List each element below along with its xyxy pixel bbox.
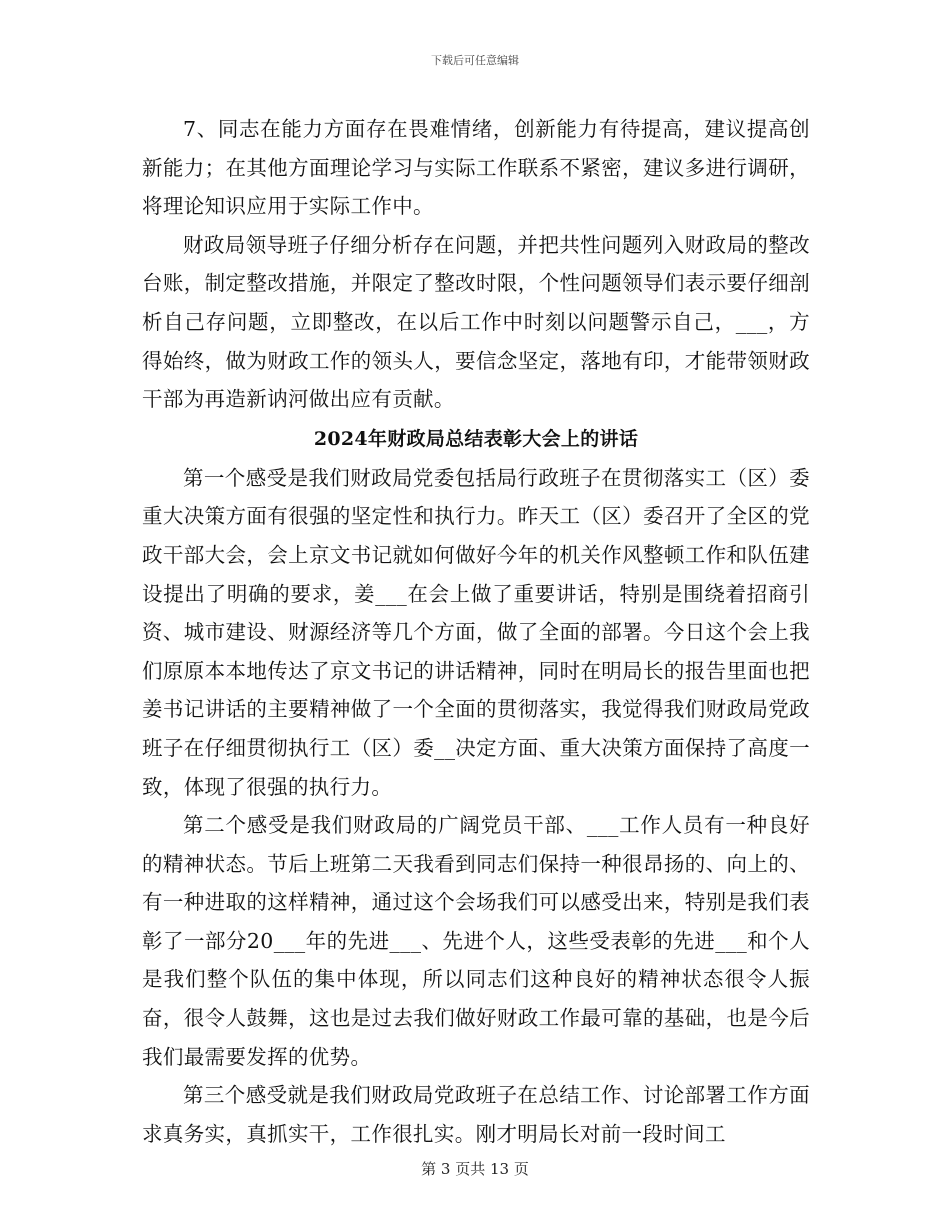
paragraph-third-impression: 第三个感受就是我们财政局党政班子在总结工作、讨论部署工作方面求真务实，真抓实干，工作很扎实。刚才明局长对前一段时间工 bbox=[142, 1083, 810, 1146]
paragraph-rectification: 财政局领导班子仔细分析存在问题，并把共性问题列入财政局的整改台账，制定整改措施，并限定了整改时限，个性问题领导们表示要仔细剖析自己存问题，立即整改，在以后工作中时刻以问题警示自己，___，方得始终，做为财政工作的领头人，要信念坚定，落地有印，才能带领财政干部为再造新讷河做出应有贡献。 bbox=[142, 232, 810, 412]
page-header: 下载后可任意编辑 bbox=[431, 54, 519, 67]
section-title: 2024年财政局总结表彰大会上的讲话 bbox=[313, 427, 639, 450]
paragraph-second-impression: 第二个感受是我们财政局的广阔党员干部、___工作人员有一种良好的精神状态。节后上班第二天我看到同志们保持一种很昂扬的、向上的、有一种进取的这样精神，通过这个会场我们可以感受出来，特别是我们表彰了一部分20___年的先进___、先进个人，这些受表彰的先进___和个人是我们整个队伍的集中体现，所以同志们这种良好的精神状态很令人振奋，很令人鼓舞，这也是过去我们做好财政工作最可靠的基础，也是今后我们最需要发挥的优势。 bbox=[142, 813, 810, 1069]
page-number: 第 3 页共 13 页 bbox=[421, 1160, 529, 1178]
paragraph-item-7: 7、同志在能力方面存在畏难情绪，创新能力有待提高，建议提高创新能力；在其他方面理论学习与实际工作联系不紧密，建议多进行调研，将理论知识应用于实际工作中。 bbox=[142, 117, 810, 219]
paragraph-first-impression: 第一个感受是我们财政局党委包括局行政班子在贯彻落实工（区）委重大决策方面有很强的坚定性和执行力。昨天工（区）委召开了全区的党政干部大会，会上京文书记就如何做好今年的机关作风整顿工作和队伍建设提出了明确的要求，姜___在会上做了重要讲话，特别是围绕着招商引资、城市建设、财源经济等几个方面，做了全面的部署。今日这个会上我们原原本本地传达了京文书记的讲话精神，同时在明局长的报告里面也把姜书记讲话的主要精神做了一个全面的贯彻落实，我觉得我们财政局党政班子在仔细贯彻执行工（区）委__决定方面、重大决策方面保持了高度一致，体现了很强的执行力。 bbox=[142, 465, 810, 799]
document-body bbox=[142, 110, 810, 1153]
